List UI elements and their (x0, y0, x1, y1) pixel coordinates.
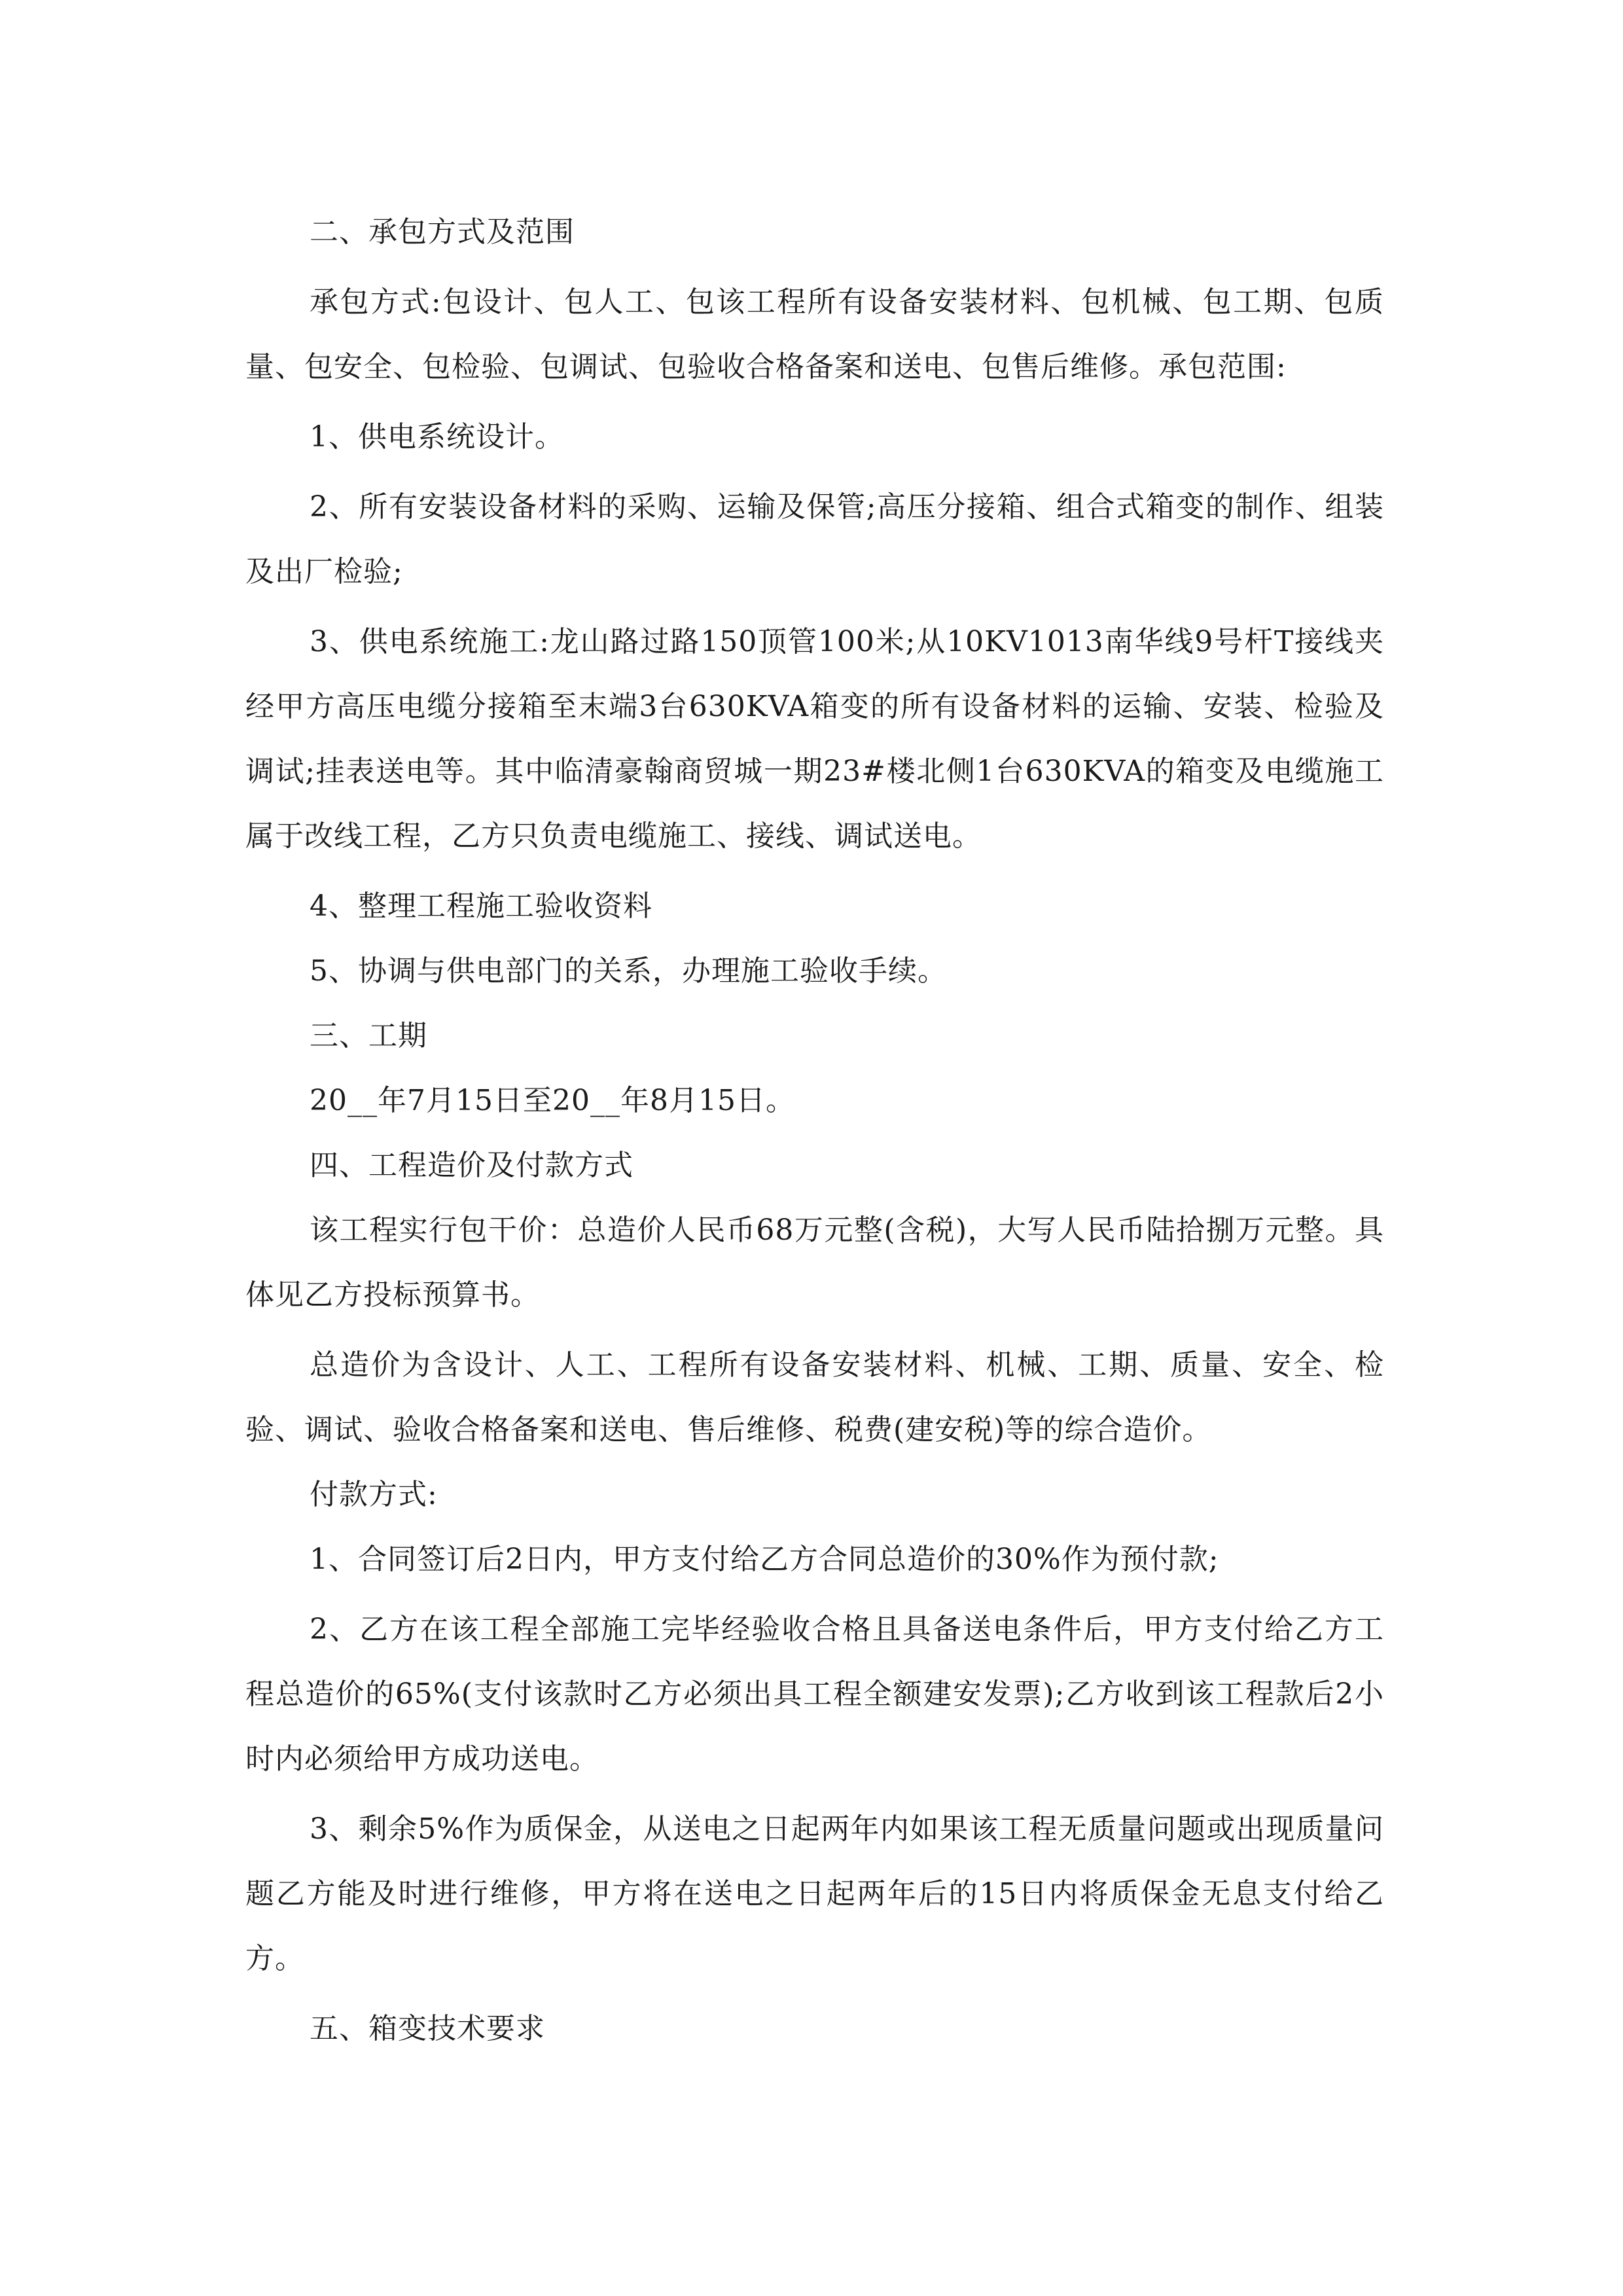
list-item-scope-5: 5、协调与供电部门的关系，办理施工验收手续。 (310, 954, 947, 988)
paragraph-contract-method: 承包方式:包设计、包人工、包该工程所有设备安装材料、包机械、包工期、包质量、包安全、包检验、包调试、包验收合格备案和送电、包售后维修。承包范围: (245, 285, 1384, 384)
document-body (245, 200, 1384, 2061)
list-item-payment-2: 2、乙方在该工程全部施工完毕经验收合格且具备送电条件后，甲方支付给乙方工程总造价的65%(支付该款时乙方必须出具工程全额建安发票);乙方收到该工程款后2小时内必须给甲方成功送电。 (245, 1613, 1384, 1776)
section-heading-cost-payment: 四、工程造价及付款方式 (310, 1149, 633, 1182)
paragraph-schedule-dates: 20__年7月15日至20__年8月15日。 (310, 1084, 795, 1117)
list-item-payment-1: 1、合同签订后2日内，甲方支付给乙方合同总造价的30%作为预付款; (310, 1543, 1219, 1576)
paragraph-lump-sum-price: 该工程实行包干价：总造价人民币68万元整(含税)，大写人民币陆拾捌万元整。具体见乙方投标预算书。 (245, 1213, 1384, 1312)
section-heading-transformer-requirements: 五、箱变技术要求 (310, 2012, 545, 2045)
list-item-scope-1: 1、供电系统设计。 (310, 420, 564, 454)
paragraph-payment-method-label: 付款方式: (310, 1478, 438, 1511)
list-item-scope-2: 2、所有安装设备材料的采购、运输及保管;高压分接箱、组合式箱变的制作、组装及出厂检验; (245, 490, 1384, 588)
section-heading-schedule: 三、工期 (310, 1019, 427, 1052)
list-item-payment-3: 3、剩余5%作为质保金，从送电之日起两年内如果该工程无质量问题或出现质量问题乙方能及时进行维修，甲方将在送电之日起两年后的15日内将质保金无息支付给乙方。 (245, 1812, 1384, 1975)
paragraph-total-cost-scope: 总造价为含设计、人工、工程所有设备安装材料、机械、工期、质量、安全、检验、调试、验收合格备案和送电、售后维修、税费(建安税)等的综合造价。 (245, 1348, 1384, 1446)
section-heading-contract-scope: 二、承包方式及范围 (310, 215, 575, 249)
list-item-scope-3: 3、供电系统施工:龙山路过路150顶管100米;从10KV1013南华线9号杆T接线夹经甲方高压电缆分接箱至末端3台630KVA箱变的所有设备材料的运输、安装、检验及调试;挂表送电等。其中临清豪翰商贸城一期23#楼北侧1台630KVA的箱变及电缆施工属于改线工程，乙方只负责电缆施工、接线、调试送电。 (245, 625, 1384, 853)
list-item-scope-4: 4、整理工程施工验收资料 (310, 889, 652, 923)
